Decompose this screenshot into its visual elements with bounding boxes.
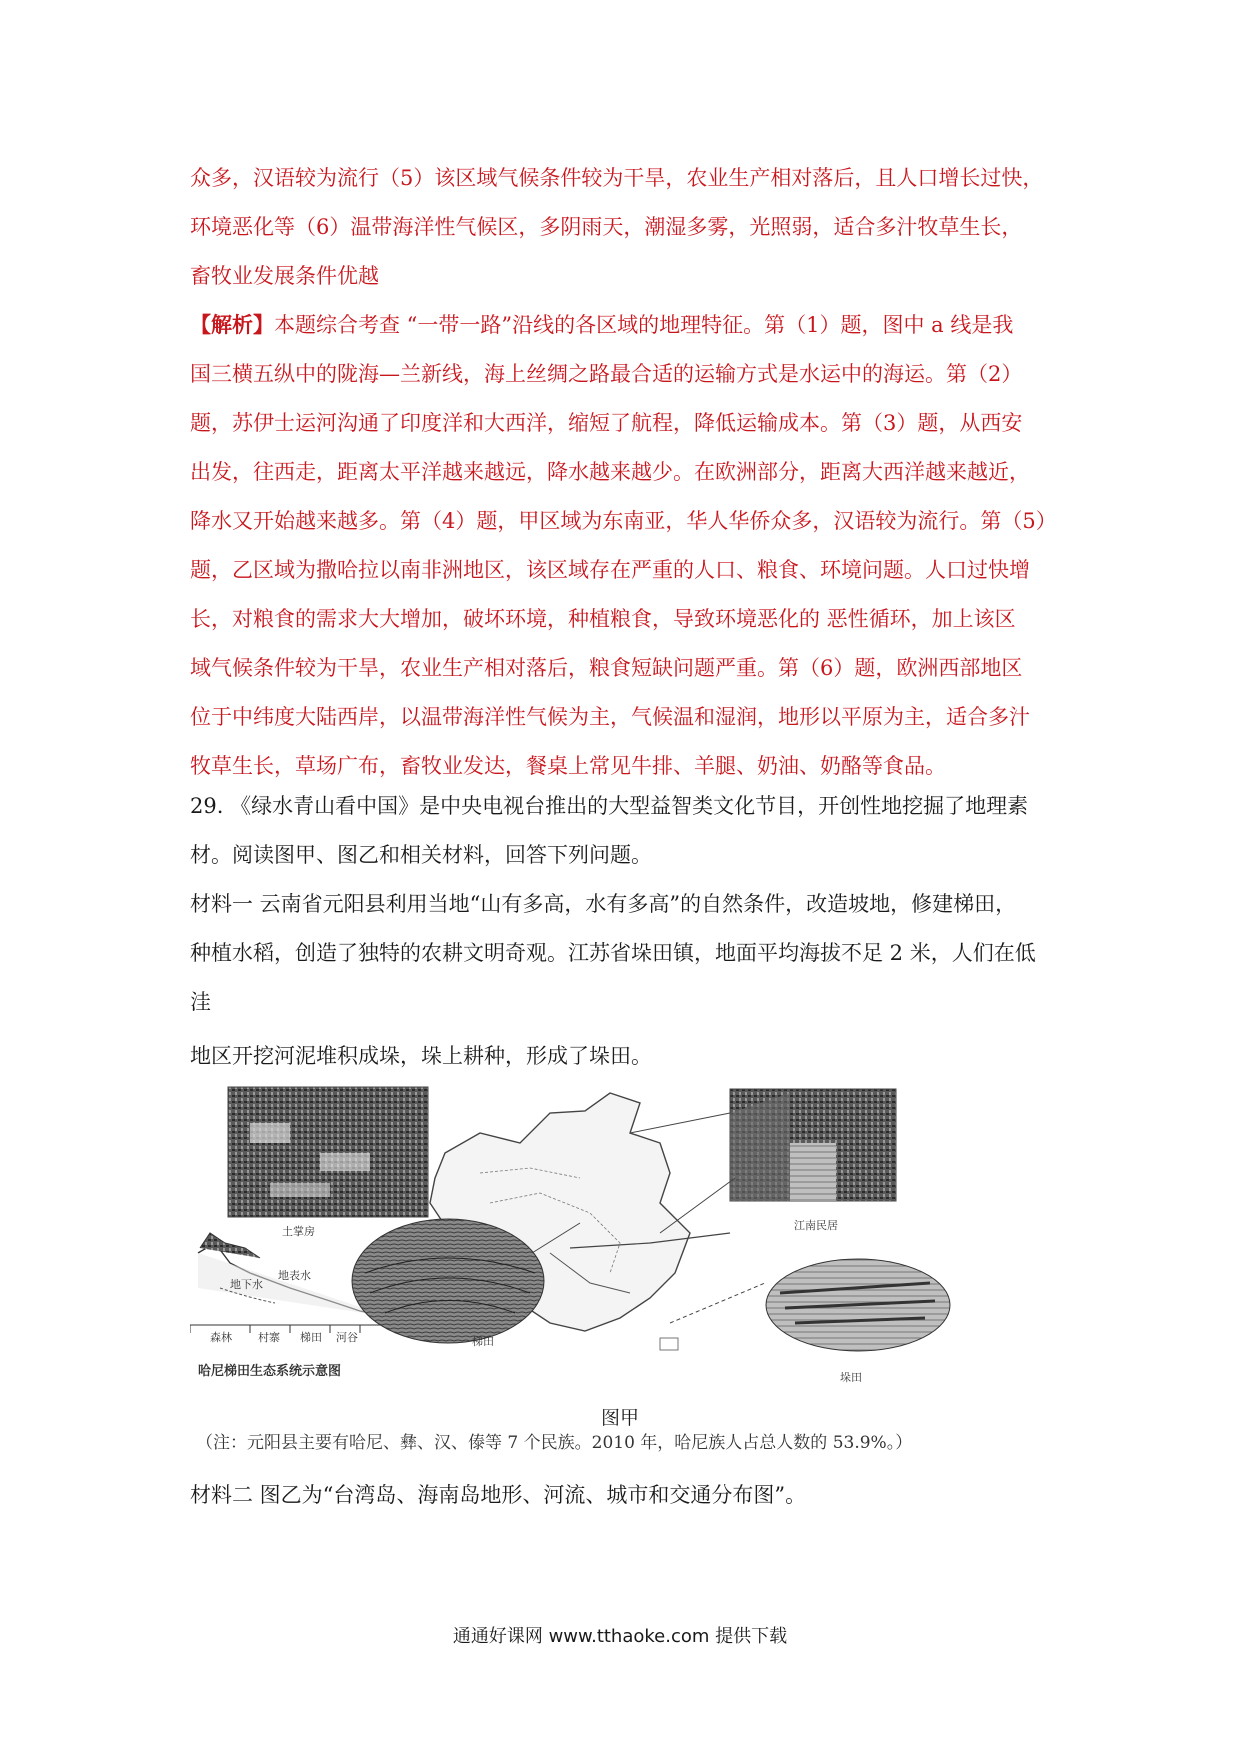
analysis-line: 降水又开始越来越多。第（4）题，甲区域为东南亚，华人华侨众多，汉语较为流行。第（5） bbox=[190, 509, 1057, 533]
material-line: 地区开挖河泥堆积成垛，垛上耕种，形成了垛田。 bbox=[190, 1044, 652, 1068]
material-two: 材料二 图乙为“台湾岛、海南岛地形、河流、城市和交通分布图”。 bbox=[190, 1483, 807, 1507]
label-hegu: 河谷 bbox=[336, 1331, 358, 1344]
analysis-line: 域气候条件较为干旱，农业生产相对落后，粮食短缺问题严重。第（6）题，欧洲西部地区 bbox=[190, 656, 1023, 680]
analysis-line: 题，乙区域为撒哈拉以南非洲地区，该区域存在严重的人口、粮食、环境问题。人口过快增 bbox=[190, 558, 1030, 582]
label-tuzhangfang: 土掌房 bbox=[282, 1225, 315, 1238]
duotian-photo bbox=[766, 1259, 950, 1351]
analysis-line: 长，对粮食的需求大大增加，破坏环境，种植粮食，导致环境恶化的 恶性循环，加上该区 bbox=[190, 607, 1016, 631]
titian-photo bbox=[352, 1219, 544, 1343]
answer-line: 环境恶化等（6）温带海洋性气候区，多阴雨天，潮湿多雾，光照弱，适合多汁牧草生长， bbox=[190, 215, 1023, 239]
jiangnan-photo bbox=[730, 1089, 896, 1201]
label-cunzhai: 村寨 bbox=[258, 1331, 280, 1344]
analysis-line: 题，苏伊士运河沟通了印度洋和大西洋，缩短了航程，降低运输成本。第（3）题，从西安 bbox=[190, 411, 1023, 435]
analysis-line: 位于中纬度大陆西岸，以温带海洋性气候为主，气候温和湿润，地形以平原为主，适合多汁 bbox=[190, 705, 1030, 729]
analysis-line: 国三横五纵中的陇海—兰新线，海上丝绸之路最合适的运输方式是水运中的海运。第（2） bbox=[190, 362, 1023, 386]
page-footer: 通通好课网 www.tthaoke.com 提供下载 bbox=[452, 1626, 788, 1647]
question-29 bbox=[190, 782, 1060, 880]
analysis-line: 【解析】本题综合考查 “一带一路”沿线的各区域的地理特征。第（1）题，图中 a 线是我 bbox=[190, 312, 1014, 337]
material-one-continued bbox=[190, 1032, 1060, 1081]
analysis-line: 出发，往西走，距离太平洋越来越远，降水越来越少。在欧洲部分，距离大西洋越来越近， bbox=[190, 460, 1030, 484]
material-one bbox=[190, 880, 1060, 1027]
answer-line: 众多，汉语较为流行（5）该区域气候条件较为干旱，农业生产相对落后，且人口增长过快， bbox=[190, 166, 1044, 190]
material-line: 洼 bbox=[190, 990, 211, 1014]
tuzhangfang-photo bbox=[228, 1087, 428, 1217]
label-tian: 梯田 bbox=[300, 1331, 322, 1344]
label-dibiaoshui: 地表水 bbox=[278, 1269, 311, 1282]
material-line: 种植水稻，创造了独特的农耕文明奇观。江苏省垛田镇，地面平均海拔不足 2 米，人们在低 bbox=[190, 941, 1036, 965]
label-duotian: 垛田 bbox=[840, 1371, 862, 1384]
analysis-tag: 【解析】 bbox=[190, 312, 274, 337]
analysis-line: 牧草生长，草场广布，畜牧业发达，餐桌上常见牛排、羊腿、奶油、奶酪等食品。 bbox=[190, 754, 946, 778]
label-senlin: 森林 bbox=[210, 1331, 232, 1344]
material-line: 材料一 云南省元阳县利用当地“山有多高，水有多高”的自然条件，改造坡地，修建梯田， bbox=[190, 892, 1017, 916]
question-line: 29. 《绿水青山看中国》是中央电视台推出的大型益智类文化节目，开创性地挖掘了地理素 bbox=[190, 794, 1029, 818]
label-dixiashui: 地下水 bbox=[230, 1278, 263, 1291]
figure-caption: 图甲 bbox=[600, 1407, 639, 1429]
figure-note: （注：元阳县主要有哈尼、彝、汉、傣等 7 个民族。2010 年，哈尼族人占总人数的 53.9%。） bbox=[196, 1433, 913, 1453]
answer-line: 畜牧业发展条件优越 bbox=[190, 264, 379, 288]
figure-jia bbox=[190, 1083, 960, 1423]
label-jiangnan: 江南民居 bbox=[794, 1219, 838, 1232]
analysis-section bbox=[190, 300, 1060, 791]
answer-continued bbox=[190, 154, 1060, 301]
label-hani: 哈尼梯田生态系统示意图 bbox=[198, 1364, 342, 1379]
question-line: 材。阅读图甲、图乙和相关材料，回答下列问题。 bbox=[190, 843, 652, 867]
label-titian: 梯田 bbox=[472, 1335, 494, 1348]
